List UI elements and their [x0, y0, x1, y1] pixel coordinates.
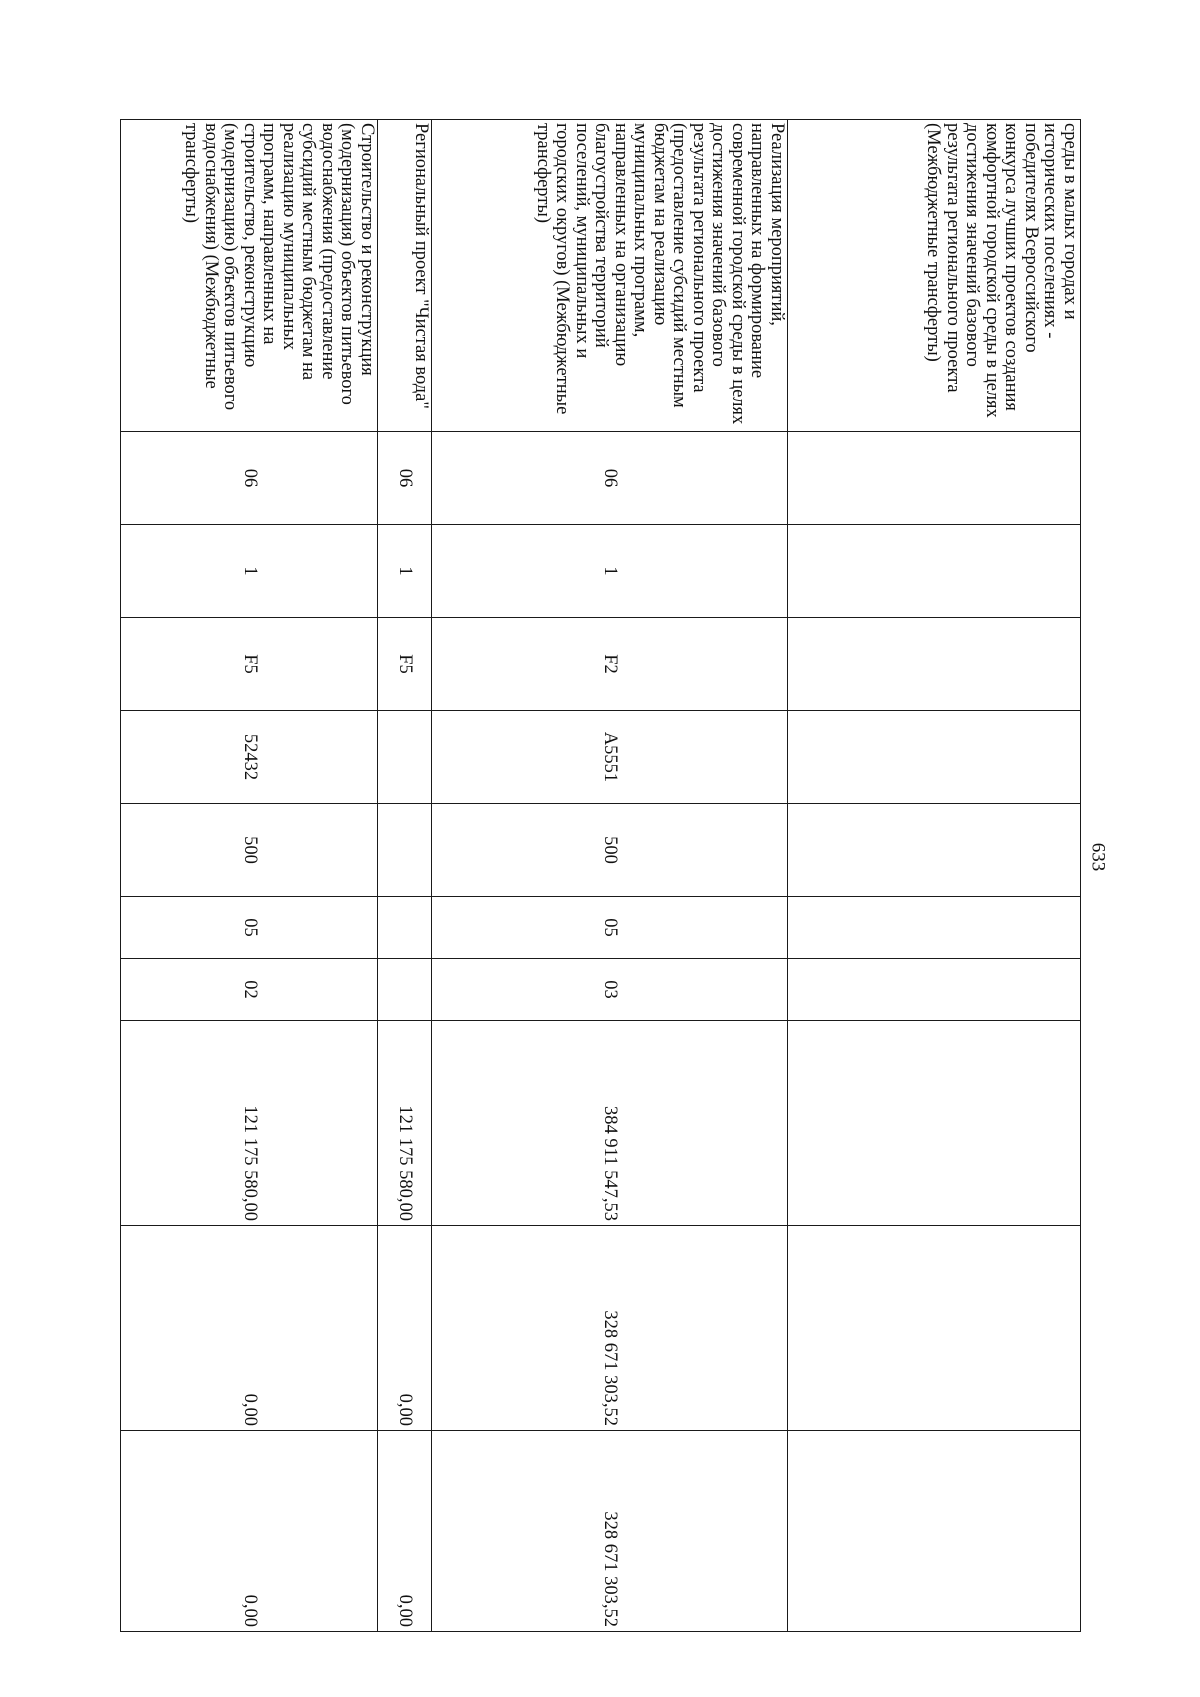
cell-sum-3: 0,00 [121, 1431, 378, 1632]
cell-sum-1: 121 175 580,00 [378, 1021, 432, 1226]
cell-code-2: 1 [432, 525, 788, 618]
cell-code-3: F5 [378, 618, 432, 711]
cell-code-6: 05 [432, 897, 788, 959]
cell-code-5: 500 [432, 804, 788, 897]
cell-sum-3 [788, 1431, 1081, 1632]
cell-sum-2: 328 671 303,52 [432, 1226, 788, 1431]
cell-code-2: 1 [121, 525, 378, 618]
cell-code-7: 02 [121, 959, 378, 1021]
cell-sum-2: 0,00 [121, 1226, 378, 1431]
cell-code-1: 06 [378, 432, 432, 525]
row-description: Реализация мероприятий, направленных на формирование современной городской среды в целях достижения значений базового результата регионального проекта (предоставление субсидий местным бюджетам на реализацию муниципальных программ, направленных на организацию благоустройства территорий поселений, муниципальных и городских округов) (Межбюджетные трансферты) [432, 120, 788, 432]
cell-code-4: A5551 [432, 711, 788, 804]
page-number: 633 [1087, 842, 1109, 872]
budget-table [120, 119, 1081, 1632]
cell-code-5 [788, 804, 1081, 897]
cell-sum-2: 0,00 [378, 1226, 432, 1431]
cell-code-3 [788, 618, 1081, 711]
cell-sum-1 [788, 1021, 1081, 1226]
cell-code-7: 03 [432, 959, 788, 1021]
cell-code-2: 1 [378, 525, 432, 618]
row-description: Строительство и реконструкция (модернизация) объектов питьевого водоснабжения (предоставление субсидий местным бюджетам на реализацию муниципальных программ, направленных на строительство, реконструкцию (модернизацию) объектов питьевого водоснабжения) (Межбюджетные трансферты) [121, 120, 378, 432]
table-row [121, 120, 378, 1632]
row-description: Региональный проект "Чистая вода" [378, 120, 432, 432]
cell-code-2 [788, 525, 1081, 618]
cell-code-1: 06 [121, 432, 378, 525]
cell-sum-3: 0,00 [378, 1431, 432, 1632]
cell-sum-1: 384 911 547,53 [432, 1021, 788, 1226]
table-row [432, 120, 788, 1632]
cell-code-4 [378, 711, 432, 804]
cell-code-6 [378, 897, 432, 959]
table-row [788, 120, 1081, 1632]
cell-code-6: 05 [121, 897, 378, 959]
cell-code-7 [378, 959, 432, 1021]
cell-code-5 [378, 804, 432, 897]
cell-sum-3: 328 671 303,52 [432, 1431, 788, 1632]
cell-code-1 [788, 432, 1081, 525]
cell-code-4: 52432 [121, 711, 378, 804]
cell-sum-1: 121 175 580,00 [121, 1021, 378, 1226]
table-row [378, 120, 432, 1632]
cell-code-4 [788, 711, 1081, 804]
cell-code-6 [788, 897, 1081, 959]
cell-code-3: F2 [432, 618, 788, 711]
cell-code-7 [788, 959, 1081, 1021]
cell-code-5: 500 [121, 804, 378, 897]
row-description: среды в малых городах и исторических поселениях - победителях Всероссийского конкурса лучших проектов создания комфортной городской среды в целях достижения значений базового результата регионального проекта (Межбюджетные трансферты) [788, 120, 1081, 432]
cell-sum-2 [788, 1226, 1081, 1431]
cell-code-3: F5 [121, 618, 378, 711]
table-rotator [121, 119, 1081, 1631]
cell-code-1: 06 [432, 432, 788, 525]
